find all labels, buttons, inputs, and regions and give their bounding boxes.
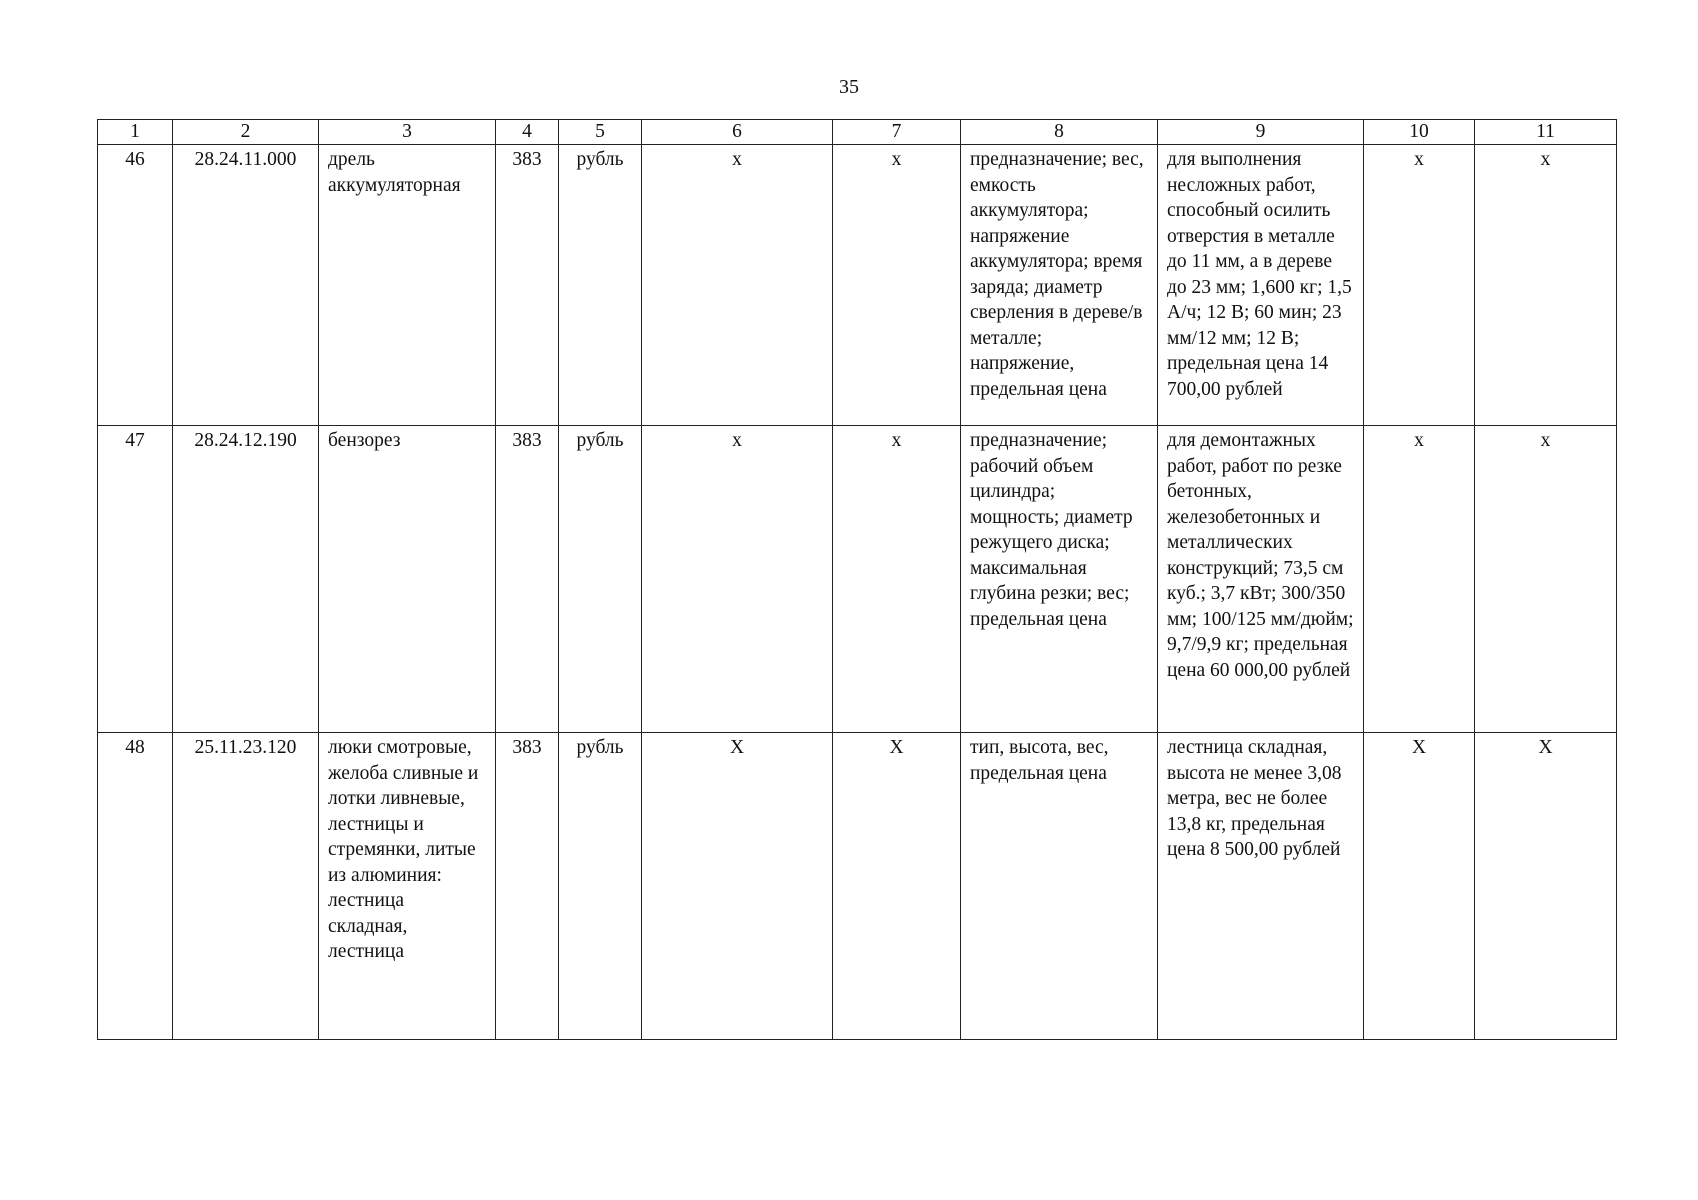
column-header-10: 10 xyxy=(1364,120,1475,145)
column-header-1: 1 xyxy=(98,120,173,145)
column-10-value: x xyxy=(1414,149,1424,170)
characteristics: тип, высота, вес, предельная цена xyxy=(970,737,1109,784)
column-11-value: X xyxy=(1538,737,1553,758)
unit-name: рубль xyxy=(576,430,624,451)
row-number: 47 xyxy=(125,430,145,451)
column-11-value: x xyxy=(1540,149,1551,170)
unit-code: 383 xyxy=(512,149,542,170)
row-number: 48 xyxy=(125,737,145,758)
column-header-4: 4 xyxy=(496,120,559,145)
column-number-header-row xyxy=(98,120,1617,145)
page-number: 35 xyxy=(839,76,859,98)
column-header-5: 5 xyxy=(559,120,642,145)
characteristics: предназначение; рабочий объем цилиндра; мощность; диаметр режущего диска; максимальная глубина резки; вес; предельная цена xyxy=(970,430,1133,630)
item-name: бензорез xyxy=(328,430,401,451)
table-row xyxy=(98,733,1617,1040)
item-name: люки смотровые, желоба сливные и лотки ливневые, лестницы и стремянки, литые из алюминия: лестница складная, лестница xyxy=(328,737,479,962)
column-header-2: 2 xyxy=(173,120,319,145)
characteristic-values: для демонтажных работ, работ по резке бетонных, железобетонных и металлических конструкций; 73,5 см куб.; 3,7 кВт; 300/350 мм; 100/125 мм/дюйм; 9,7/9,9 кг; предельная цена 60 000,00 рублей xyxy=(1167,430,1354,681)
okpd-code: 25.11.23.120 xyxy=(194,737,297,758)
column-11-value: x xyxy=(1540,430,1551,451)
column-7-value: X xyxy=(889,737,904,758)
column-10-value: X xyxy=(1411,737,1427,758)
column-header-9: 9 xyxy=(1158,120,1364,145)
column-header-8: 8 xyxy=(961,120,1158,145)
unit-name: рубль xyxy=(576,149,624,170)
table-row xyxy=(98,145,1617,426)
table-row xyxy=(98,426,1617,733)
unit-code: 383 xyxy=(512,737,542,758)
okpd-code: 28.24.11.000 xyxy=(194,149,297,170)
column-10-value: x xyxy=(1414,430,1424,451)
unit-name: рубль xyxy=(576,737,624,758)
characteristic-values: лестница складная, высота не менее 3,08 метра, вес не более 13,8 кг, предельная цена 8 500,00 рублей xyxy=(1167,737,1342,860)
column-6-value: x xyxy=(732,149,742,170)
column-header-11: 11 xyxy=(1475,120,1617,145)
column-header-3: 3 xyxy=(319,120,496,145)
column-7-value: x xyxy=(891,149,902,170)
column-header-6: 6 xyxy=(642,120,833,145)
characteristics: предназначение; вес, емкость аккумулятора; напряжение аккумулятора; время заряда; диаметр сверления в дереве/в металле; напряжение, предельная цена xyxy=(970,149,1144,400)
unit-code: 383 xyxy=(512,430,542,451)
characteristic-values: для выполнения несложных работ, способный осилить отверстия в металле до 11 мм, а в дереве до 23 мм; 1,600 кг; 1,5 А/ч; 12 В; 60 мин; 23 мм/12 мм; 12 В; предельная цена 14 700,00 рублей xyxy=(1167,149,1352,400)
item-name: дрель аккумуляторная xyxy=(328,149,461,196)
column-6-value: x xyxy=(732,430,742,451)
okpd-code: 28.24.12.190 xyxy=(194,430,297,451)
column-7-value: x xyxy=(891,430,902,451)
column-6-value: X xyxy=(729,737,745,758)
column-header-7: 7 xyxy=(833,120,961,145)
specification-table xyxy=(97,119,1617,1040)
row-number: 46 xyxy=(125,149,145,170)
